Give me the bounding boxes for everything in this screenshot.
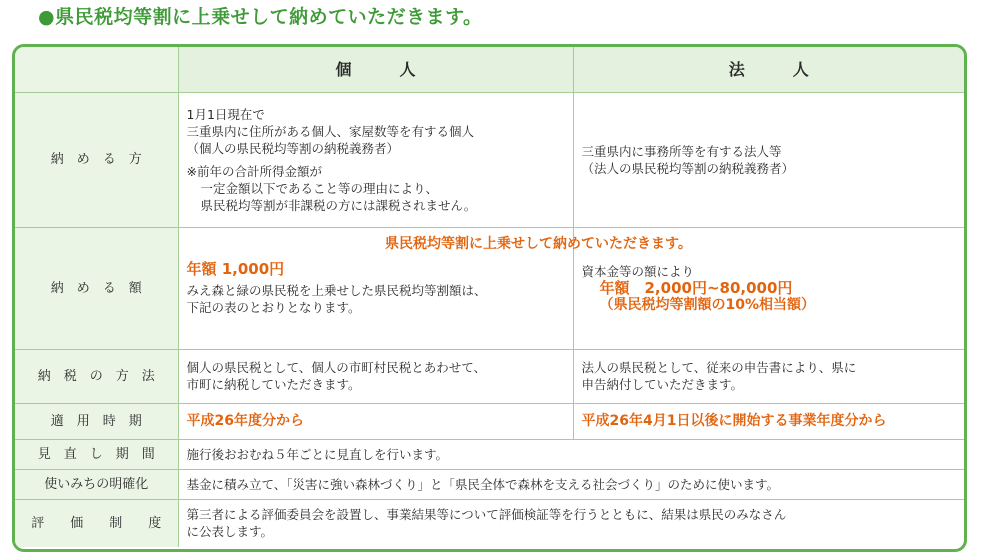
- review-text: 施行後おおむね５年ごとに見直しを行います。: [178, 439, 964, 469]
- usage-text: 基金に積み立て、「災害に強い森林づくり」と「県民全体で森林を支える社会づくり」のために使います。: [178, 469, 964, 499]
- payer-individual-line2: 三重県内に住所がある個人、家屋数等を有する個人: [186, 123, 475, 139]
- payer-individual-note3: 県民税均等割が非課税の方には課税されません。: [200, 197, 477, 213]
- payer-individual-note1: ※前年の合計所得金額が: [186, 163, 322, 179]
- row-review: [15, 439, 964, 469]
- method-individual-line2: 市町に納税していただきます。: [186, 377, 361, 392]
- row-label-review: 見 直 し 期 間: [15, 439, 178, 469]
- row-label-evaluation: 評 価 制 度: [15, 499, 178, 547]
- amount-individual-desc2: 下記の表のとおりとなります。: [186, 299, 361, 315]
- row-label-amount: 納 め る 額: [15, 227, 178, 349]
- method-individual-cell: [178, 349, 573, 403]
- amount-corporate-ratio: （県民税均等割額の10%相当額）: [599, 296, 816, 313]
- row-label-method: 納 税 の 方 法: [15, 349, 178, 403]
- payer-individual-line3: （個人の県民税均等割の納税義務者）: [186, 140, 400, 156]
- evaluation-line2: に公表します。: [186, 524, 274, 540]
- row-label-payer: 納 め る 方: [15, 92, 178, 227]
- header-corner-cell: [15, 47, 178, 92]
- period-individual: 平成26年度分から: [178, 403, 573, 439]
- row-usage: [15, 469, 964, 499]
- amount-banner: 県民税均等割に上乗せして納めていただきます。: [385, 236, 692, 252]
- method-individual-line1: 個人の県民税として、個人の市町村民税とあわせて、: [186, 360, 487, 375]
- row-evaluation: [15, 499, 964, 547]
- tax-table-frame: [12, 44, 967, 552]
- amount-individual-value: 年額 1,000円: [186, 259, 285, 278]
- row-method: [15, 349, 964, 403]
- row-label-usage: 使いみちの明確化: [15, 469, 178, 499]
- payer-corporate-cell: [573, 92, 964, 227]
- row-payer: [15, 92, 964, 227]
- header-row: [15, 47, 964, 92]
- row-period: [15, 403, 964, 439]
- payer-individual-note2: 一定金額以下であること等の理由により、: [200, 180, 439, 196]
- page-heading: ●県民税均等割に上乗せして納めていただきます。: [38, 6, 483, 28]
- evaluation-line1: 第三者による評価委員会を設置し、事業結果等について評価検証等を行うとともに、結果は県民のみなさん: [186, 507, 787, 523]
- period-corporate: 平成26年4月1日以後に開始する事業年度分から: [573, 403, 964, 439]
- amount-individual-desc1: みえ森と緑の県民税を上乗せした県民税均等割額は、: [186, 282, 487, 298]
- amount-corporate-value: 年額 2,000円~80,000円: [599, 278, 793, 297]
- payer-corporate-line2: （法人の県民税均等割の納税義務者）: [581, 160, 795, 176]
- payer-individual-line1: 1月1日現在で: [186, 106, 265, 122]
- method-corporate-cell: [573, 349, 964, 403]
- column-header-individual: 個 人: [178, 47, 573, 92]
- method-corporate-line2: 申告納付していただきます。: [581, 377, 744, 392]
- payer-corporate-line1: 三重県内に事務所等を有する法人等: [581, 143, 782, 159]
- method-corporate-line1: 法人の県民税として、従来の申告書により、県に: [581, 360, 857, 375]
- evaluation-cell: [178, 499, 964, 547]
- payer-individual-cell: [178, 92, 573, 227]
- tax-table: [15, 47, 964, 547]
- row-label-period: 適 用 時 期: [15, 403, 178, 439]
- column-header-corporate: 法 人: [573, 47, 964, 92]
- amount-corporate-intro: 資本金等の額により: [581, 263, 695, 279]
